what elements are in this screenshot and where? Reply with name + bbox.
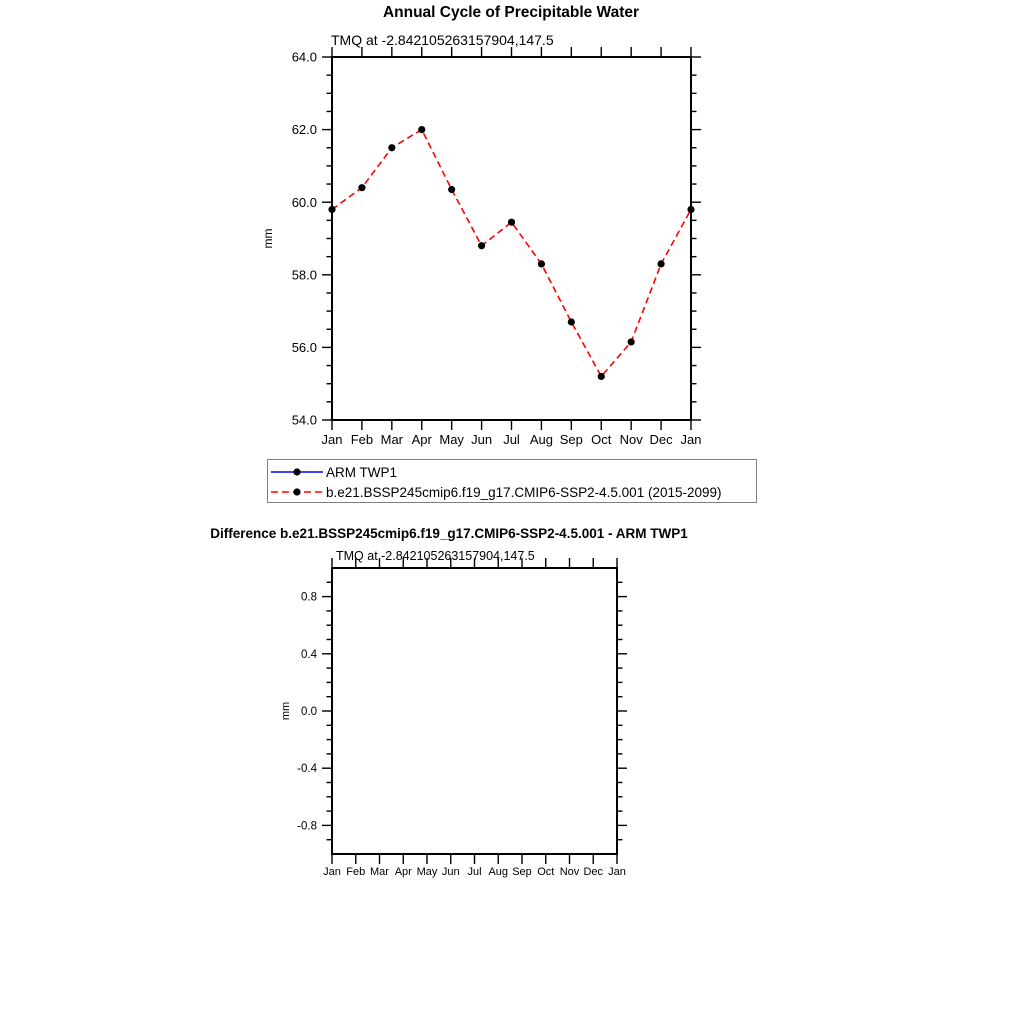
svg-text:Mar: Mar	[380, 432, 404, 447]
svg-text:56.0: 56.0	[291, 339, 317, 355]
svg-text:Oct: Oct	[591, 432, 612, 447]
svg-text:Jan: Jan	[321, 432, 343, 447]
svg-text:0.4: 0.4	[301, 648, 317, 661]
svg-text:Nov: Nov	[619, 432, 643, 447]
svg-text:58.0: 58.0	[291, 267, 317, 283]
svg-text:60.0: 60.0	[291, 194, 317, 210]
svg-text:Dec: Dec	[583, 866, 604, 878]
svg-text:May: May	[416, 866, 438, 878]
svg-text:-0.4: -0.4	[297, 763, 317, 776]
svg-text:Jun: Jun	[471, 432, 493, 447]
svg-text:Jan: Jan	[608, 866, 626, 878]
chart1-subtitle: TMQ at -2.842105263157904,147.5	[331, 32, 554, 48]
svg-text:Dec: Dec	[649, 432, 673, 447]
axes	[322, 558, 627, 864]
svg-text:Sep: Sep	[559, 432, 583, 447]
svg-text:Apr: Apr	[411, 432, 432, 447]
svg-text:62.0: 62.0	[291, 122, 317, 138]
legend-entry-label: ARM TWP1	[326, 464, 398, 480]
svg-text:Oct: Oct	[537, 866, 555, 878]
svg-text:Jun: Jun	[441, 866, 460, 878]
svg-text:Sep: Sep	[512, 866, 532, 878]
y-axis-label: mm	[280, 701, 292, 721]
chart1-title: Annual Cycle of Precipitable Water	[382, 4, 640, 21]
svg-text:Jan: Jan	[323, 866, 341, 878]
legend-entry-label: b.e21.BSSP245cmip6.f19_g17.CMIP6-SSP2-4.5.001 (2015-2099)	[326, 484, 722, 500]
svg-text:Jan: Jan	[680, 432, 702, 447]
chart2-title: Difference b.e21.BSSP245cmip6.f19_g17.CMIP6-SSP2-4.5.001 - ARM TWP1	[210, 526, 688, 541]
svg-text:0.0: 0.0	[301, 706, 317, 719]
svg-text:64.0: 64.0	[291, 49, 317, 65]
svg-text:Feb: Feb	[346, 866, 366, 878]
svg-text:Nov: Nov	[559, 866, 580, 878]
y-axis-label: mm	[261, 228, 275, 249]
svg-text:Jul: Jul	[467, 866, 482, 878]
svg-text:0.8: 0.8	[301, 591, 317, 604]
svg-text:May: May	[439, 432, 464, 447]
chart2-subtitle: TMQ at -2.842105263157904,147.5	[336, 549, 535, 563]
svg-text:Feb: Feb	[350, 432, 374, 447]
svg-text:Aug: Aug	[488, 866, 509, 878]
svg-text:Jul: Jul	[503, 432, 520, 447]
svg-text:Mar: Mar	[370, 866, 389, 878]
svg-text:Apr: Apr	[394, 866, 412, 878]
svg-text:Aug: Aug	[529, 432, 553, 447]
svg-text:-0.8: -0.8	[297, 820, 317, 833]
svg-text:54.0: 54.0	[291, 412, 317, 428]
